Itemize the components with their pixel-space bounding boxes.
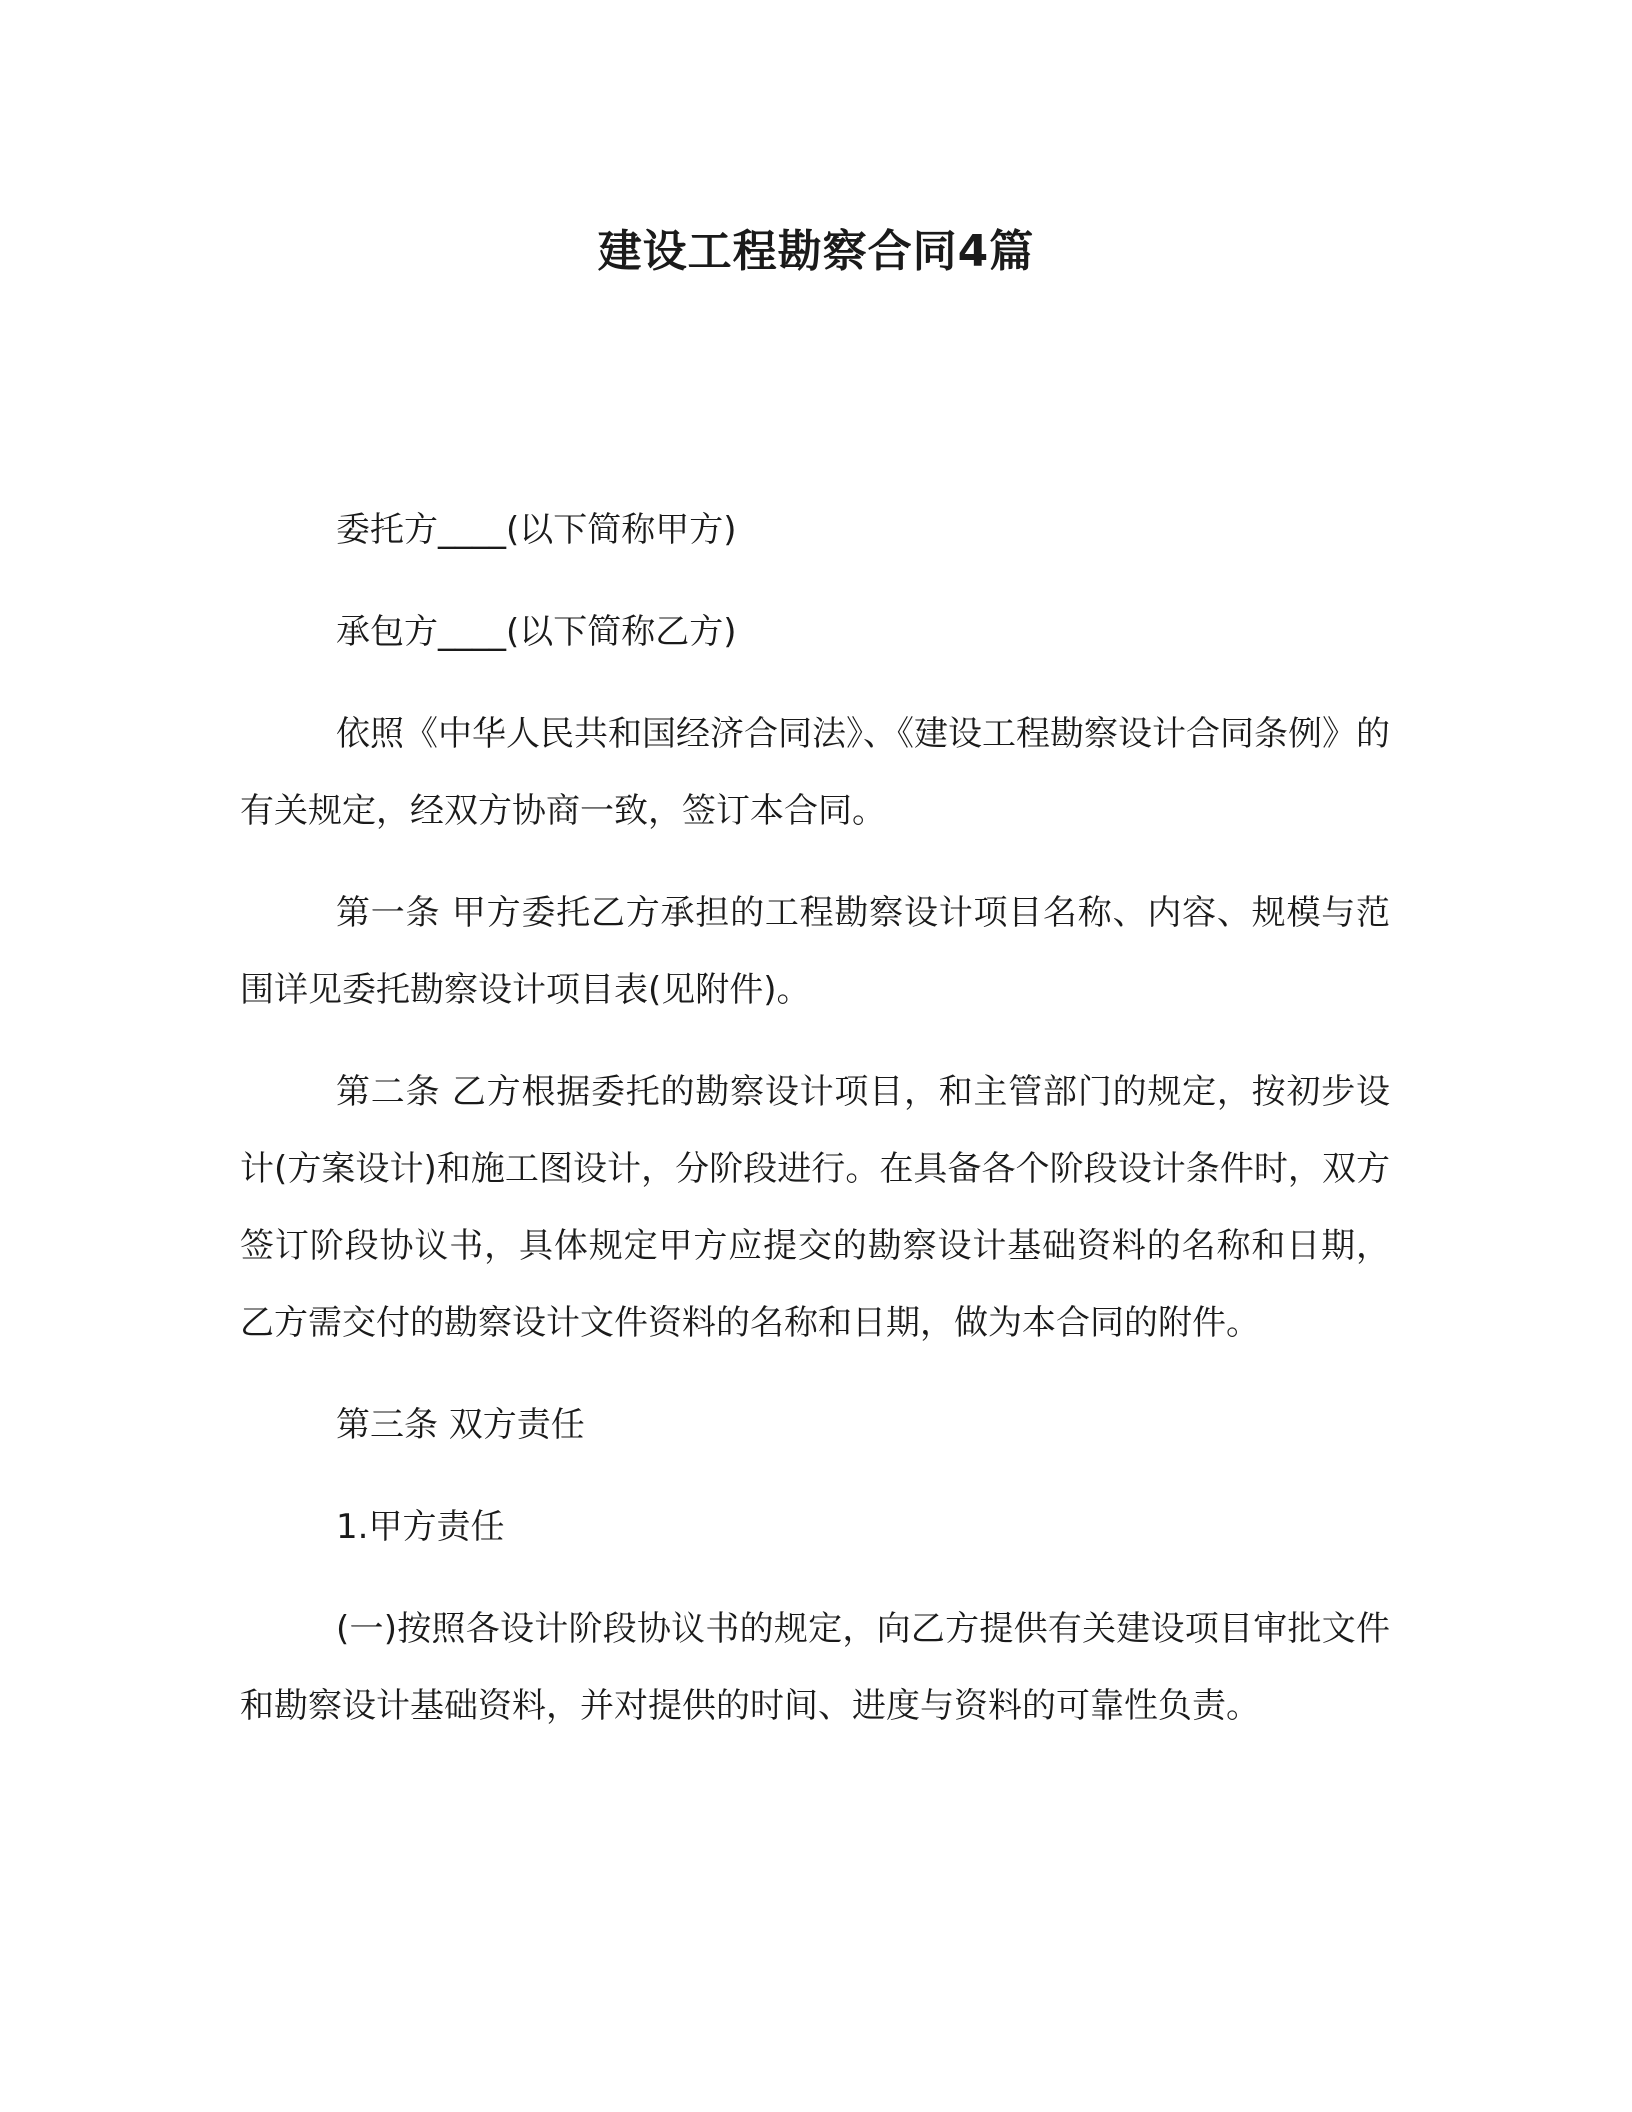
document-body [240,492,1390,1770]
paragraph-legal-basis: 依照《中华人民共和国经济合同法》、《建设工程勘察设计合同条例》的有关规定，经双方协商一致，签订本合同。 [240,714,1390,831]
paragraph-article-3-heading: 第三条 双方责任 [336,1405,585,1445]
paragraph-article-2: 第二条 乙方根据委托的勘察设计项目，和主管部门的规定，按初步设计(方案设计)和施工图设计，分阶段进行。在具备各个阶段设计条件时，双方签订阶段协议书，具体规定甲方应提交的勘察设计基础资料的名称和日期，乙方需交付的勘察设计文件资料的名称和日期，做为本合同的附件。 [240,1072,1390,1343]
paragraph-article-1: 第一条 甲方委托乙方承担的工程勘察设计项目名称、内容、规模与范围详见委托勘察设计项目表(见附件)。 [240,893,1390,1010]
paragraph-client: 委托方____(以下简称甲方) [336,510,737,550]
document-title: 建设工程勘察合同4篇 [597,226,1035,277]
paragraph-party-a-responsibility-heading: 1.甲方责任 [336,1507,505,1547]
paragraph-party-a-item-1: (一)按照各设计阶段协议书的规定，向乙方提供有关建设项目审批文件和勘察设计基础资料，并对提供的时间、进度与资料的可靠性负责。 [240,1609,1390,1726]
paragraph-contractor: 承包方____(以下简称乙方) [336,612,737,652]
